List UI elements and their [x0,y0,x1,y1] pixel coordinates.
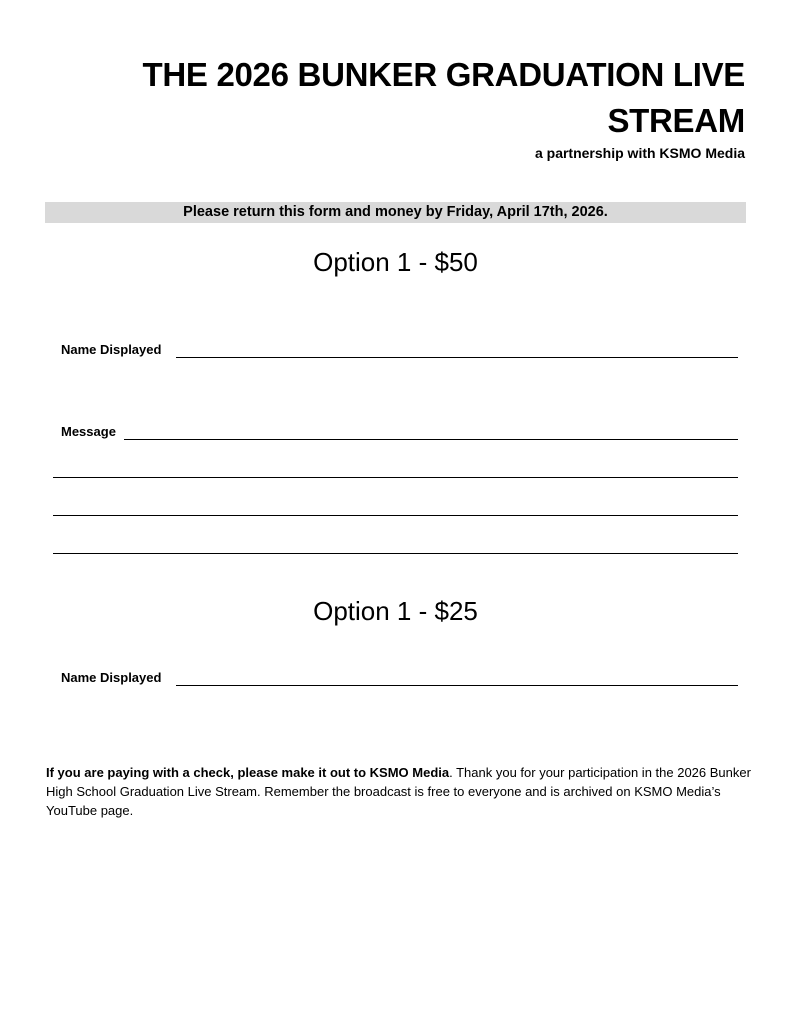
payment-note-body: . Thank you for your participation in the 2026 Bunker High School Graduation Live Stream. Remember the broadcast is free to everyone and is archived on KSMO Media’s YouTube page. [46,765,751,818]
deadline-banner: Please return this form and money by Friday, April 17th, 2026. [45,202,746,223]
option-1-message-line-4[interactable] [53,553,738,554]
option-1-message-line-1[interactable] [124,439,738,440]
payment-note [46,763,756,820]
option-1-title: Option 1 - $50 [313,247,478,277]
option-2-title: Option 1 - $25 [313,596,478,626]
option-1-message-line-3[interactable] [53,515,738,516]
option-1-message-label: Message [61,424,116,439]
option-1-message-line-2[interactable] [53,477,738,478]
option-2-name-line[interactable] [176,685,738,686]
option-2-name-label: Name Displayed [61,670,162,685]
option-1-name-label: Name Displayed [61,342,162,357]
page-subtitle: a partnership with KSMO Media [534,145,745,161]
page-title: THE 2026 BUNKER GRADUATION LIVE STREAM [142,56,745,139]
option-1-name-line[interactable] [176,357,738,358]
payment-note-bold: If you are paying with a check, please make it out to KSMO Media [46,765,450,780]
